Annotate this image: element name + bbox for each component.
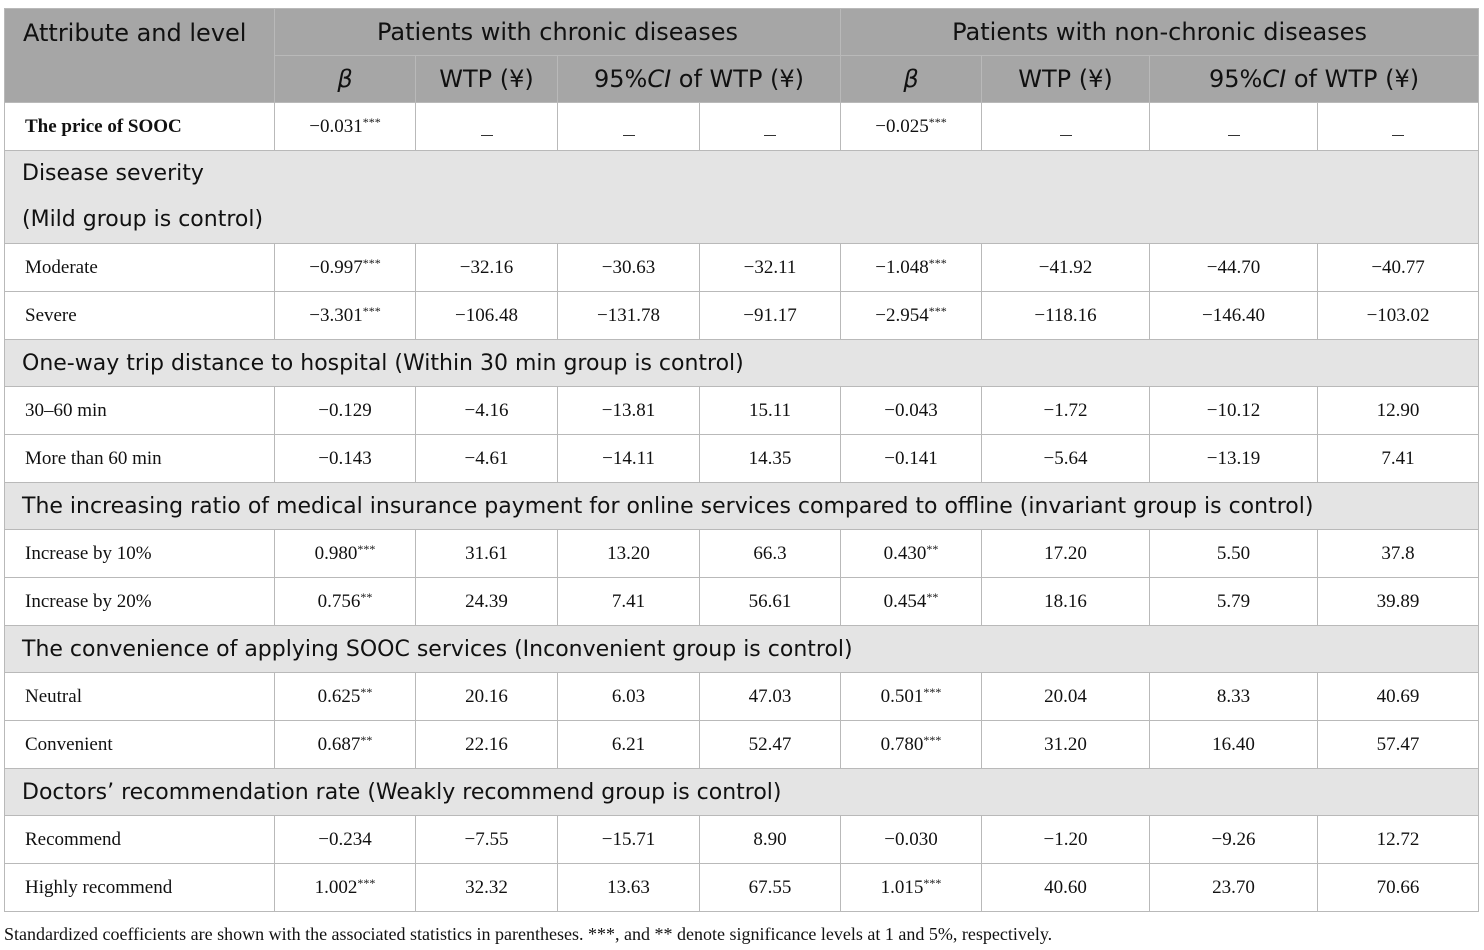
table-cell: −91.17 — [700, 292, 841, 340]
table-cell: −1.72 — [982, 387, 1150, 435]
table-cell: −106.48 — [416, 292, 558, 340]
table-cell — [841, 578, 982, 626]
table-cell — [275, 530, 416, 578]
table-cell: 8.90 — [700, 816, 841, 864]
table-cell: −32.11 — [700, 244, 841, 292]
significance-mark: ** — [360, 590, 373, 604]
beta-value: 1.015 — [880, 877, 924, 898]
beta-value: 1.002 — [314, 877, 358, 898]
table-cell: −10.12 — [1150, 387, 1318, 435]
table-cell: −1.20 — [982, 816, 1150, 864]
table-container — [4, 8, 1478, 912]
significance-mark: *** — [928, 304, 947, 318]
beta-value: 0.501 — [880, 686, 924, 707]
table-cell: 5.79 — [1150, 578, 1318, 626]
row-label: Severe — [5, 292, 275, 340]
row-label: Increase by 20% — [5, 578, 275, 626]
row-label: Convenient — [5, 721, 275, 769]
table-cell: 67.55 — [700, 864, 841, 912]
section-header-row — [5, 626, 1479, 673]
beta-value: 0.780 — [880, 734, 924, 755]
table-cell: 16.40 — [1150, 721, 1318, 769]
table-row — [5, 578, 1479, 626]
table-cell — [841, 435, 982, 483]
beta-value: 0.756 — [317, 591, 361, 612]
section-title-line: (Mild group is control) — [22, 207, 264, 232]
beta-value: 0.454 — [883, 591, 927, 612]
significance-mark: *** — [928, 256, 947, 270]
significance-mark: ** — [360, 685, 373, 699]
table-cell: −4.61 — [416, 435, 558, 483]
table-cell — [275, 721, 416, 769]
significance-mark: ** — [360, 733, 373, 747]
table-cell: 18.16 — [982, 578, 1150, 626]
table-cell — [275, 673, 416, 721]
table-cell: 8.33 — [1150, 673, 1318, 721]
table-cell: 32.32 — [416, 864, 558, 912]
table-cell: 17.20 — [982, 530, 1150, 578]
table-cell: 66.3 — [700, 530, 841, 578]
table-cell: −9.26 — [1150, 816, 1318, 864]
table-cell — [275, 578, 416, 626]
section-title-line: The increasing ratio of medical insurance payment for online services compared to offline (invariant group is control) — [22, 493, 1314, 519]
table-cell: −15.71 — [558, 816, 700, 864]
wtp-table — [4, 8, 1479, 912]
table-cell: −32.16 — [416, 244, 558, 292]
beta-value: −0.129 — [318, 399, 372, 421]
section-title — [5, 151, 1479, 244]
table-cell — [841, 673, 982, 721]
table-cell: 47.03 — [700, 673, 841, 721]
table-cell: 57.47 — [1318, 721, 1479, 769]
significance-mark: *** — [357, 542, 376, 556]
table-cell — [841, 864, 982, 912]
empty-cell-dash — [982, 103, 1150, 151]
table-cell: 56.61 — [700, 578, 841, 626]
table-cell: 70.66 — [1318, 864, 1479, 912]
empty-cell-dash — [1150, 103, 1318, 151]
significance-mark: *** — [357, 876, 376, 890]
row-label: Recommend — [5, 816, 275, 864]
table-footnote: Standardized coefficients are shown with the associated statistics in parentheses. ***, and ** denote significance levels at 1 and 5%, respectively. — [4, 924, 1053, 944]
section-title — [5, 340, 1479, 387]
header-beta-nonchronic: β — [841, 56, 982, 103]
table-cell: 7.41 — [558, 578, 700, 626]
table-cell — [275, 292, 416, 340]
row-label: Moderate — [5, 244, 275, 292]
price-chronic-beta: −0.031*** — [275, 103, 416, 151]
table-cell: −103.02 — [1318, 292, 1479, 340]
table-row-price — [5, 103, 1479, 151]
significance-mark: *** — [923, 685, 942, 699]
beta-value: 0.625 — [317, 686, 361, 707]
section-title-line: Doctors’ recommendation rate (Weakly recommend group is control) — [22, 779, 782, 805]
table-cell — [275, 864, 416, 912]
table-cell: 12.90 — [1318, 387, 1479, 435]
table-cell — [841, 530, 982, 578]
beta-value: 0.687 — [317, 734, 361, 755]
table-cell: −5.64 — [982, 435, 1150, 483]
table-row — [5, 816, 1479, 864]
row-label: Increase by 10% — [5, 530, 275, 578]
table-cell — [841, 387, 982, 435]
table-cell: −13.81 — [558, 387, 700, 435]
beta-value: −1.048 — [875, 257, 929, 278]
table-cell: −4.16 — [416, 387, 558, 435]
table-cell: 52.47 — [700, 721, 841, 769]
table-cell: 15.11 — [700, 387, 841, 435]
table-cell: 6.21 — [558, 721, 700, 769]
table-cell: −131.78 — [558, 292, 700, 340]
header-group-nonchronic: Patients with non-chronic diseases — [841, 9, 1479, 56]
section-header-row — [5, 340, 1479, 387]
header-ci-nonchronic: 95%CI of WTP (¥) — [1150, 56, 1479, 103]
table-cell — [275, 816, 416, 864]
table-cell: −13.19 — [1150, 435, 1318, 483]
table-cell: −14.11 — [558, 435, 700, 483]
table-cell: −44.70 — [1150, 244, 1318, 292]
empty-cell-dash — [416, 103, 558, 151]
significance-mark: *** — [923, 733, 942, 747]
table-cell: −118.16 — [982, 292, 1150, 340]
significance-mark: *** — [923, 876, 942, 890]
table-cell — [841, 292, 982, 340]
price-nonchronic-beta: −0.025*** — [841, 103, 982, 151]
table-cell: −30.63 — [558, 244, 700, 292]
price-label: The price of SOOC — [5, 103, 275, 151]
table-cell: −146.40 — [1150, 292, 1318, 340]
beta-value: −3.301 — [309, 305, 363, 326]
table-row — [5, 530, 1479, 578]
table-cell: 40.60 — [982, 864, 1150, 912]
table-cell: 13.63 — [558, 864, 700, 912]
significance-mark: *** — [362, 256, 381, 270]
beta-value: −2.954 — [875, 305, 929, 326]
beta-value: −0.997 — [309, 257, 363, 278]
table-cell: 31.61 — [416, 530, 558, 578]
row-label: 30–60 min — [5, 387, 275, 435]
row-label: More than 60 min — [5, 435, 275, 483]
table-cell: −40.77 — [1318, 244, 1479, 292]
section-header-row — [5, 483, 1479, 530]
significance-mark: *** — [362, 304, 381, 318]
table-cell: −41.92 — [982, 244, 1150, 292]
table-body — [5, 103, 1479, 912]
table-cell: 13.20 — [558, 530, 700, 578]
empty-cell-dash — [558, 103, 700, 151]
beta-value: −0.030 — [884, 828, 938, 850]
table-cell: 22.16 — [416, 721, 558, 769]
table-cell — [841, 244, 982, 292]
table-row — [5, 244, 1479, 292]
section-header-row — [5, 769, 1479, 816]
table-cell: 20.04 — [982, 673, 1150, 721]
table-row — [5, 435, 1479, 483]
row-label: Highly recommend — [5, 864, 275, 912]
section-title — [5, 626, 1479, 673]
table-cell — [275, 435, 416, 483]
table-cell: −7.55 — [416, 816, 558, 864]
table-cell: 5.50 — [1150, 530, 1318, 578]
table-header — [5, 9, 1479, 103]
empty-cell-dash — [700, 103, 841, 151]
section-title-line: The convenience of applying SOOC services (Inconvenient group is control) — [22, 636, 853, 662]
table-cell: 39.89 — [1318, 578, 1479, 626]
significance-mark: ** — [926, 590, 939, 604]
header-group-chronic: Patients with chronic diseases — [275, 9, 841, 56]
section-title-line: One-way trip distance to hospital (Within 30 min group is control) — [22, 350, 744, 376]
table-cell: 40.69 — [1318, 673, 1479, 721]
table-cell — [275, 387, 416, 435]
section-header-row — [5, 151, 1479, 244]
table-cell: 7.41 — [1318, 435, 1479, 483]
significance-mark: ** — [926, 542, 939, 556]
beta-value: 0.980 — [314, 543, 358, 564]
table-cell: 20.16 — [416, 673, 558, 721]
table-row — [5, 292, 1479, 340]
beta-value: −0.141 — [884, 447, 938, 469]
empty-cell-dash — [1318, 103, 1479, 151]
section-title-line: Disease severity — [22, 161, 204, 186]
table-cell: 23.70 — [1150, 864, 1318, 912]
table-cell: 14.35 — [700, 435, 841, 483]
table-cell: 37.8 — [1318, 530, 1479, 578]
table-cell: 31.20 — [982, 721, 1150, 769]
header-wtp-nonchronic: WTP (¥) — [982, 56, 1150, 103]
header-ci-chronic: 95%CI of WTP (¥) — [558, 56, 841, 103]
table-row — [5, 387, 1479, 435]
beta-value: −0.234 — [318, 828, 372, 850]
beta-value: −0.043 — [884, 399, 938, 421]
table-cell — [275, 244, 416, 292]
table-cell — [841, 816, 982, 864]
table-cell: 24.39 — [416, 578, 558, 626]
table-cell: 6.03 — [558, 673, 700, 721]
table-cell — [841, 721, 982, 769]
row-label: Neutral — [5, 673, 275, 721]
table-cell: 12.72 — [1318, 816, 1479, 864]
section-title — [5, 769, 1479, 816]
section-title — [5, 483, 1479, 530]
table-row — [5, 864, 1479, 912]
header-wtp-chronic: WTP (¥) — [416, 56, 558, 103]
beta-value: −0.143 — [318, 447, 372, 469]
header-attribute: Attribute and level — [5, 9, 275, 103]
beta-value: 0.430 — [883, 543, 927, 564]
table-row — [5, 721, 1479, 769]
header-beta-chronic: β — [275, 56, 416, 103]
table-row — [5, 673, 1479, 721]
